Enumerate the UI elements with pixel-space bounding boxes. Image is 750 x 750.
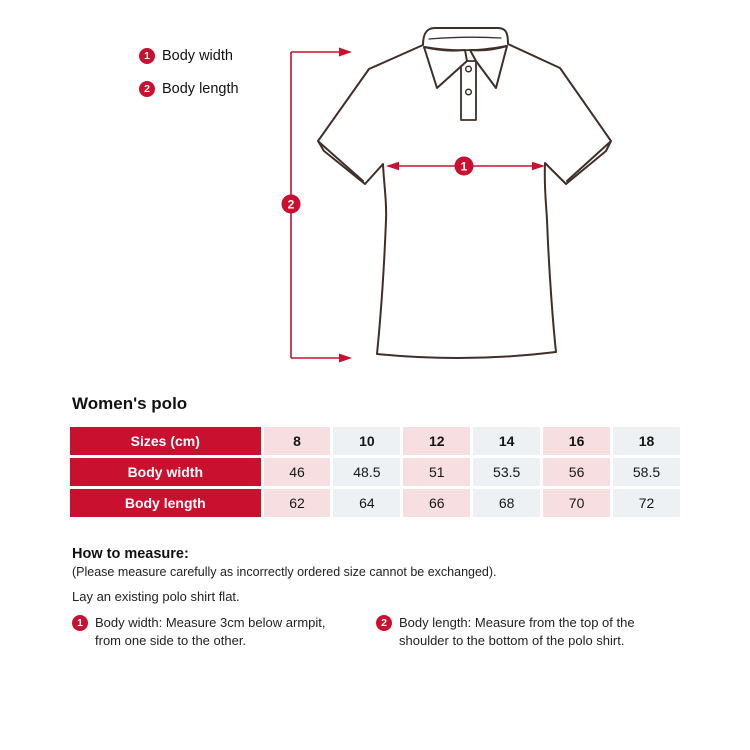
size-col-8: 8 bbox=[264, 427, 331, 455]
size-table bbox=[67, 424, 683, 520]
cell-value: 68 bbox=[473, 489, 540, 517]
number-2-badge: 2 bbox=[139, 81, 155, 97]
cell-value: 66 bbox=[403, 489, 470, 517]
cell-value: 62 bbox=[264, 489, 331, 517]
polo-shirt-diagram bbox=[280, 20, 630, 380]
step-text: Body width: Measure 3cm below armpit, from one side to the other. bbox=[95, 615, 326, 648]
row-label-body-length: Body length bbox=[70, 489, 261, 517]
step-body-length bbox=[376, 614, 658, 649]
size-col-14: 14 bbox=[473, 427, 540, 455]
size-table-title: Women's polo bbox=[72, 394, 188, 413]
cell-value: 58.5 bbox=[613, 458, 680, 486]
size-col-18: 18 bbox=[613, 427, 680, 455]
diagram-badge-2-label: 2 bbox=[287, 197, 295, 212]
legend-label: Body length bbox=[162, 81, 239, 97]
cell-value: 64 bbox=[333, 489, 400, 517]
cell-value: 72 bbox=[613, 489, 680, 517]
diagram-badge-1-label: 1 bbox=[460, 159, 468, 174]
number-1-badge: 1 bbox=[139, 48, 155, 64]
cell-value: 56 bbox=[543, 458, 610, 486]
measure-legend bbox=[139, 47, 239, 113]
cell-value: 70 bbox=[543, 489, 610, 517]
size-col-16: 16 bbox=[543, 427, 610, 455]
button-bottom bbox=[466, 89, 472, 95]
arrowhead-bottom bbox=[339, 354, 352, 363]
cell-value: 53.5 bbox=[473, 458, 540, 486]
table-header-label: Sizes (cm) bbox=[70, 427, 261, 455]
step-body-width bbox=[72, 614, 340, 649]
cell-value: 48.5 bbox=[333, 458, 400, 486]
legend-label: Body width bbox=[162, 48, 233, 64]
arrowhead-top bbox=[339, 48, 352, 57]
legend-item-body-length bbox=[139, 80, 239, 98]
table-row-body-length bbox=[70, 489, 680, 517]
number-1-badge: 1 bbox=[72, 615, 88, 631]
how-to-measure-intro: Lay an existing polo shirt flat. bbox=[72, 589, 240, 604]
how-to-measure-heading: How to measure: bbox=[72, 546, 189, 562]
table-row-body-width bbox=[70, 458, 680, 486]
number-2-badge: 2 bbox=[376, 615, 392, 631]
cell-value: 51 bbox=[403, 458, 470, 486]
legend-item-body-width bbox=[139, 47, 239, 65]
cell-value: 46 bbox=[264, 458, 331, 486]
how-to-measure-note: (Please measure carefully as incorrectly ordered size cannot be exchanged). bbox=[72, 565, 497, 579]
step-text: Body length: Measure from the top of the shoulder to the bottom of the polo shirt. bbox=[399, 615, 635, 648]
size-col-10: 10 bbox=[333, 427, 400, 455]
size-col-12: 12 bbox=[403, 427, 470, 455]
table-header-row bbox=[70, 427, 680, 455]
row-label-body-width: Body width bbox=[70, 458, 261, 486]
button-top bbox=[466, 66, 472, 72]
